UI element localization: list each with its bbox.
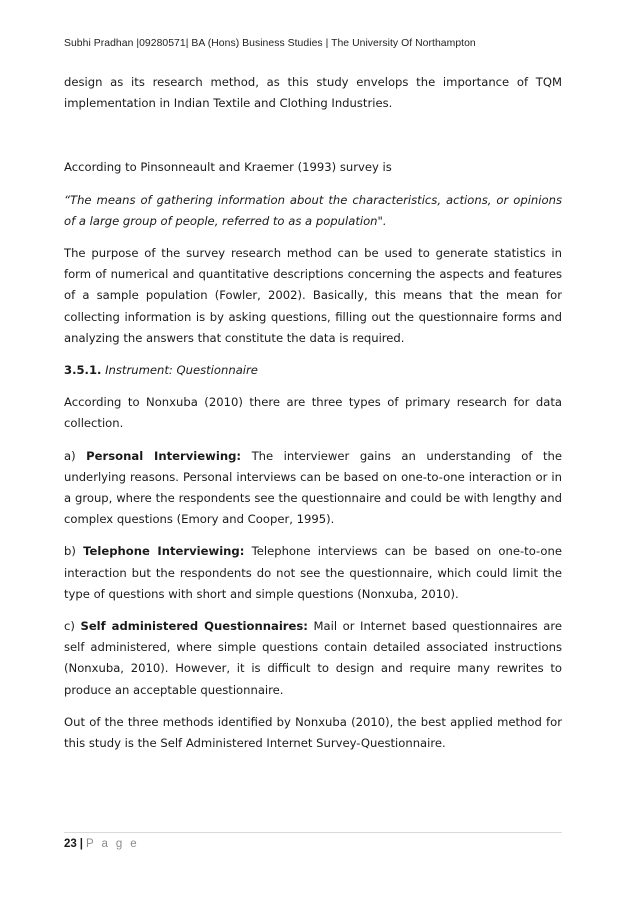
section-heading xyxy=(64,360,562,381)
paragraph-survey-intro: According to Pinsonneault and Kraemer (1993) survey is xyxy=(64,160,392,175)
section-number: 3.5.1. xyxy=(64,363,102,378)
list-text: Telephone interviews can be based on one-to-one interaction but the respondents do not see the questionnaire, which could limit the type of questions with short and simple questions (Nonxuba, 2010). xyxy=(64,544,562,601)
running-header: Subhi Pradhan |09280571| BA (Hons) Business Studies | The University Of Northampton xyxy=(64,38,476,49)
definition-quote: “The means of gathering information about the characteristics, actions, or opinions of a large group of people, referred to as a population". xyxy=(64,192,562,228)
section-title: Instrument: Questionnaire xyxy=(101,363,258,378)
paragraph-research-types: According to Nonxuba (2010) there are three types of primary research for data collection. xyxy=(64,395,562,431)
page-label: P a g e xyxy=(86,838,140,850)
list-marker: b) xyxy=(64,544,84,559)
list-marker: c) xyxy=(64,619,81,634)
paragraph-continuation: design as its research method, as this study envelops the importance of TQM implementation in Indian Textile and Clothing Industries. xyxy=(64,75,562,111)
page-footer xyxy=(64,838,139,850)
page-number: 23 xyxy=(64,838,77,850)
list-item-personal xyxy=(64,446,562,531)
footer-separator: | xyxy=(79,838,84,850)
list-term: Self administered Questionnaires: xyxy=(80,619,308,634)
paragraph-survey-purpose: The purpose of the survey research method can be used to generate statistics in form of numerical and quantitative descriptions concerning the aspects and features of a sample population (Fowler, 2002). Basically, this means that the mean for collecting information is by asking questions, filling out the questionnaire forms and analyzing the answers that constitute the data is required. xyxy=(64,246,562,345)
list-term: Personal Interviewing: xyxy=(86,448,242,463)
list-text: Mail or Internet based questionnaires are self administered, where simple questions contain detailed associated instructions (Nonxuba, 2010). However, it is difficult to design and require many rewrites to produce an acceptable questionnaire. xyxy=(64,619,562,697)
footer-divider xyxy=(64,832,562,833)
list-term: Telephone Interviewing: xyxy=(83,544,245,559)
paragraph-conclusion: Out of the three methods identified by Nonxuba (2010), the best applied method for this study is the Self Administered Internet Survey-Questionnaire. xyxy=(64,714,562,751)
list-marker: a) xyxy=(64,448,87,463)
paragraph-spacer xyxy=(64,125,562,157)
page-body xyxy=(64,72,562,765)
list-item-self-administered xyxy=(64,616,562,701)
list-text: The interviewer gains an understanding of the underlying reasons. Personal interviews can be based on one-to-one interaction or in a group, where the respondents see the questionnaire and could be with lengthy and complex questions (Emory and Cooper, 1995). xyxy=(64,448,562,527)
list-item-telephone xyxy=(64,541,562,605)
